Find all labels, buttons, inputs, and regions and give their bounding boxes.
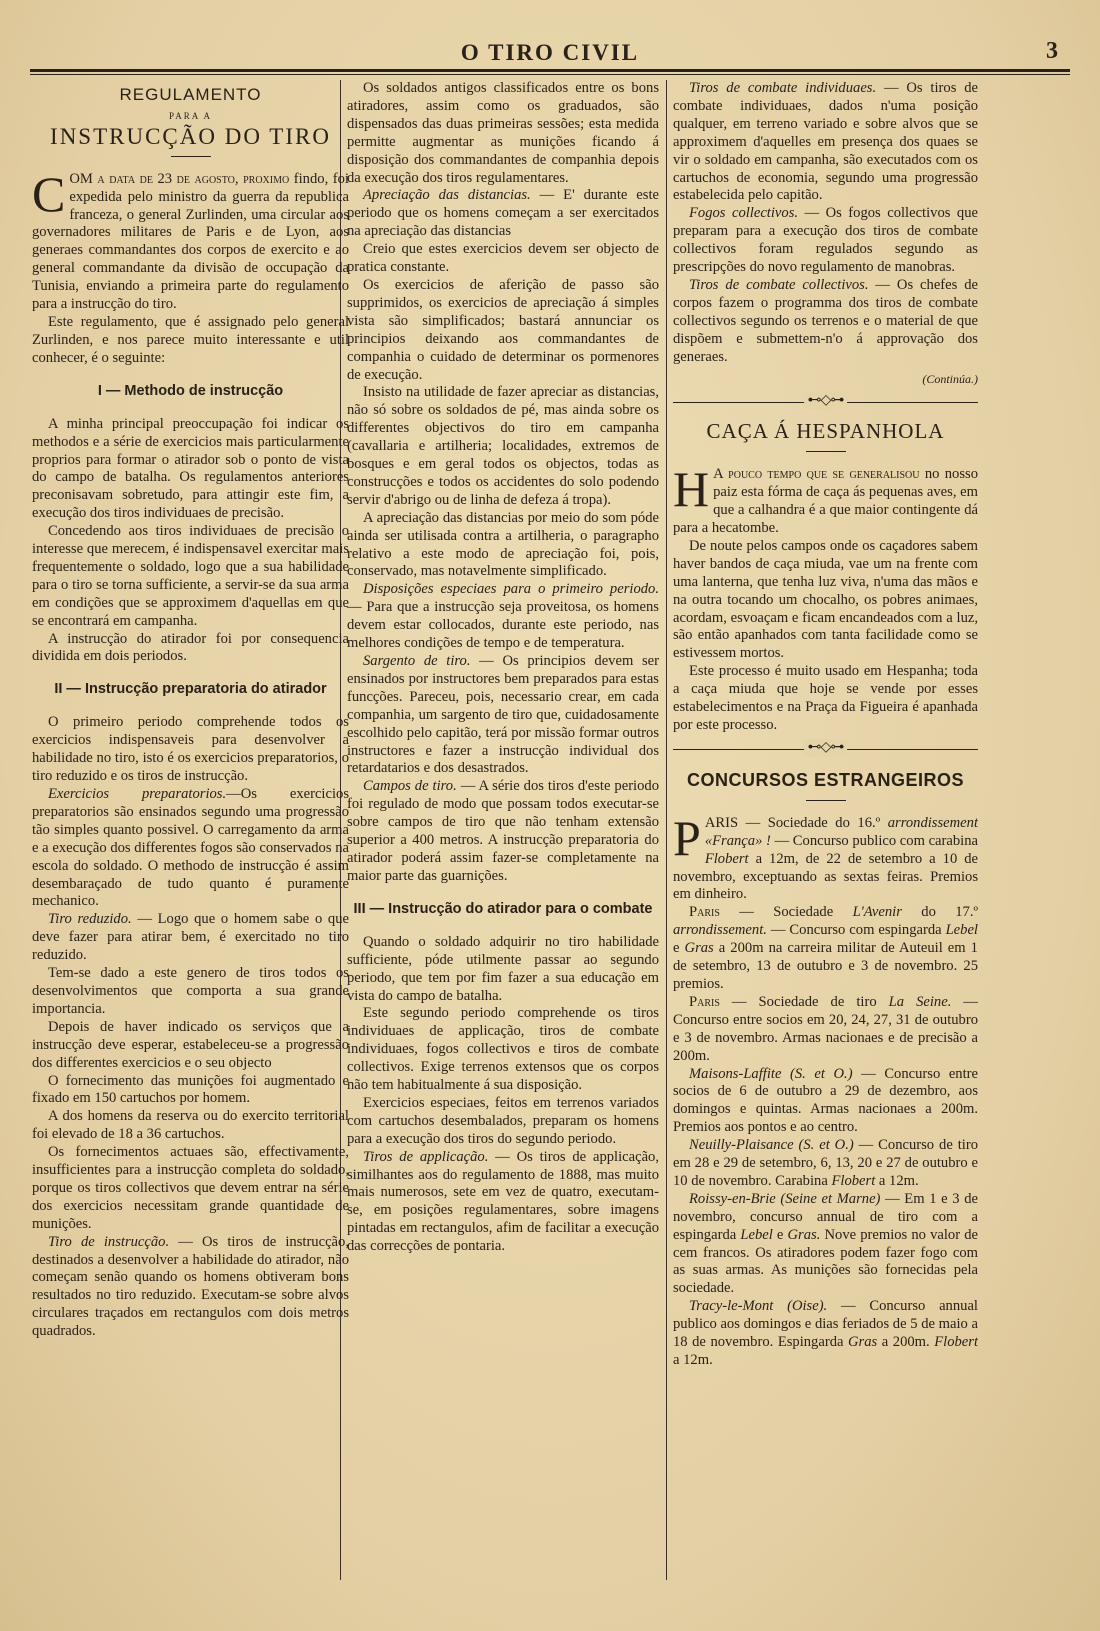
paragraph xyxy=(673,80,978,205)
paragraph-text: — Os tiros de applicação, similhantes aos do regulamento de 1888, mas muito mais numerosos, sete em vez de quatro, executam-se, em posições regulamentares, sobre imagens pintadas em rectangulos, afim de facilitar a execução das correcções de pontaria. xyxy=(347,1148,659,1255)
paragraph: Este processo é muito usado em Hespanha; toda a caça miuda que hoje se vende por esses estabelecimentos e na Praça da Figueira é apanhada por este processo. xyxy=(673,663,978,733)
title-rule xyxy=(806,800,846,801)
paragraph: A minha principal preoccupação foi indicar os methodos e a série de exercicios mais particularmente proprios para formar o atirador sob o ponto de vista do campo de batalha. Os regulamentos anteriores preconisavam sobretudo, para attingir este fim, a execução dos tiros individuaes de precisão. xyxy=(32,415,349,522)
paragraph-text: — Concurso publico com carabina xyxy=(770,832,978,849)
paragraph xyxy=(32,786,349,911)
italic-text: Lebel xyxy=(945,922,978,939)
article-title: CONCURSOS ESTRANGEIROS xyxy=(686,769,965,790)
paragraph xyxy=(673,809,978,905)
article-title-connector: PARA A xyxy=(169,110,212,121)
header-rule xyxy=(30,69,1070,75)
paragraph-text: e xyxy=(673,940,685,957)
paragraph xyxy=(32,911,349,965)
page-number: 3 xyxy=(1046,38,1058,64)
paragraph xyxy=(673,1191,978,1298)
italic-text: Flobert xyxy=(831,1172,876,1189)
column-rule xyxy=(666,80,667,1580)
paragraph-text: — Em 1 e 3 de novembro, concurso annual de tiro com a espingarda xyxy=(673,1190,978,1243)
ornament-glyph: ⊷◇⊶ xyxy=(804,739,848,757)
run-in-head: Campos de tiro. xyxy=(363,778,457,795)
column-1 xyxy=(32,80,349,1580)
paragraph: De noute pelos campos onde os caçadores sabem haver bandos de caça miuda, vae um na frente com uma lanterna, que tenha luz viva, n'uma das mãos e na outra tocando um chocalho, os pobres animaes, acordam, esvoaçam e ficam encandeados com a luz, são então apanhados com tanta facilidade como se estivessem mortos. xyxy=(673,537,978,662)
lead-text: A pouco tempo que se generalisou xyxy=(713,466,920,483)
run-in-head: Fogos collectivos. xyxy=(689,205,799,222)
italic-text: Lebel xyxy=(740,1226,773,1243)
italic-text: Flobert xyxy=(704,850,749,867)
paragraph-text: — Os chefes de corpos fazem o programma dos tiros de combate collectivos segundo os terrenos e o material de que dispõem e submettem-n'o á approvação dos generaes. xyxy=(673,276,978,365)
paragraph: Quando o soldado adquirir no tiro habilidade sufficiente, póde utilmente passar ao segundo periodo, que tem por fim fazer a sua educação em vista do campo de batalha. xyxy=(347,933,659,1004)
italic-text: La Seine. xyxy=(888,993,952,1010)
article-title-block xyxy=(32,85,349,149)
paragraph-text: — Os principios devem ser ensinados por instructores bem preparados para estas funcções. Pareceu, pois, necessario crear, em cada companhia, um sargento de tiro que, cuidadosamente escolhido pelo capitão, terá por missão formar outros instructores e fazer a instrucção individual dos retardatarios e dos desastrados. xyxy=(347,653,659,777)
paragraph: Depois de haver indicado os serviços que a instrucção deve esperar, estabeleceu-se a progressão dos differentes exercicios e o seu objecto xyxy=(32,1018,349,1071)
italic-text: arrondissement «França» ! xyxy=(704,814,978,849)
paragraph-text: — Os tiros de combate individuaes, dados n'uma posição qualquer, em terreno variado e sobre alvos que se approximem d'aquelles em presença dos quaes se vir o soldado em campanha, são executados com os cartuchos de economia, segundo uma progressão estabelecida pelo capitão. xyxy=(673,80,978,204)
drop-cap: P xyxy=(673,809,701,866)
italic-text: Neuilly-Plaisance (S. et O.) xyxy=(689,1137,854,1154)
italic-text: Flobert xyxy=(934,1334,978,1351)
city-name: ARIS xyxy=(704,814,739,831)
paragraph-text: — Logo que o homem sabe o que deve fazer para atirar bem, é exercitado no tiro reduzido. xyxy=(32,911,349,964)
paragraph-text: a 200m na carreira militar de Auteuil em 1 de setembro, 13 de outubro e 3 de novembro. 25 premios. xyxy=(673,940,978,992)
paragraph-text: a 200m. xyxy=(877,1334,935,1351)
column-2 xyxy=(347,80,659,1580)
italic-text: Maisons-Laffite (S. et O.) xyxy=(689,1065,853,1082)
paragraph: O primeiro periodo comprehende todos os exercicios indispensaveis para desenvolver a habilidade no tiro, isto é os exercicios preparatorios, o tiro reduzido e os tiros de instrucção. xyxy=(32,714,349,785)
run-in-head: Tiros de applicação. xyxy=(363,1148,489,1165)
section-heading: II — Instrucção preparatoria do atirador xyxy=(54,681,327,698)
paragraph-text: — Concurso de tiro em 28 e 29 de setembro, 6, 13, 20 e 27 de outubro e 10 de novembro. Carabina xyxy=(673,1137,978,1189)
paragraph xyxy=(347,581,659,653)
section-heading: I — Methodo de instrucção xyxy=(97,382,284,399)
paragraph-text: findo, foi expedida pelo ministro da guerra da republica franceza, o general Zurlinden, uma circular aos governadores militares de Paris e de Lyon, aos generaes commandantes dos corpos de exercito e ao general commandante da divisão de occupação da Tunisia, enviando a primeira parte do regulamento para a instrucção do tiro. xyxy=(32,170,349,313)
paragraph: Este segundo periodo comprehende os tiros individuaes de applicação, tiros de combate individuaes, fogos collectivos e tiros de combate collectivos. Exige terrenos extensos que os corpos não tem habitualmente á sua disposição. xyxy=(347,1005,659,1094)
paragraph-text: — Concurso com espingarda xyxy=(766,922,946,939)
paragraph xyxy=(32,165,349,314)
city-name: Paris xyxy=(689,904,720,921)
continued-note: (Continúa.) xyxy=(922,371,978,386)
paragraph-text: — Os fogos collectivos que preparam para a execução dos tiros de combate collectivos foram regulados segundo as prescripções do novo regulamento de manobras. xyxy=(673,205,978,276)
paragraph: Insisto na utilidade de fazer apreciar as distancias, não só sobre os soldados de pé, mas ainda sobre os differentes objectivos do tiro em campanha (cavallaria e artilheria; localidades, extremos de bosques e em geral todos os objectos, todas as construcções e todos os accidentes do solo podendo servir d'abrigo ou de linha de defeza á tropa). xyxy=(347,384,659,508)
italic-text: Gras. xyxy=(787,1226,821,1243)
paragraph xyxy=(673,1137,978,1191)
title-rule xyxy=(171,156,211,157)
paragraph xyxy=(673,994,978,1066)
paragraph: A apreciação das distancias por meio do som póde ainda ser utilisada contra a artilheria, o paragrapho relativo a este modo de apreciação foi, pois, conservado, mas notavelmente simplificado. xyxy=(347,509,659,580)
paragraph: Exercicios especiaes, feitos em terrenos variados com cartuchos desembalados, preparam os homens para a execução dos tiros do segundo periodo. xyxy=(347,1094,659,1147)
article-title: REGULAMENTO xyxy=(119,85,262,104)
ornament-glyph: ⊷◇⊶ xyxy=(804,392,848,410)
section-heading: III — Instrucção do atirador para o combate xyxy=(353,900,653,917)
article-title-big: INSTRUCÇÃO DO TIRO xyxy=(50,123,331,149)
ornament-divider xyxy=(673,393,978,413)
paragraph-text: — Concurso entre socios de 6 de outubro a 29 de dezembro, aos domingos e quintas. Armas nacionaes a 200m. Premios aos pontos e ao centro. xyxy=(673,1065,978,1136)
italic-text: Gras xyxy=(684,940,714,957)
italic-text: Roissy-en-Brie (Seine et Marne) xyxy=(689,1190,881,1207)
paragraph: Os exercicios de aferição de passo são supprimidos, os exercicios de apreciação á simples vista são simplificados; bastará annunciar os principios deixando aos commandantes de companhia o cuidado de determinar os pormenores de execução. xyxy=(347,276,659,383)
paragraph xyxy=(32,1234,349,1341)
paragraph: A instrucção do atirador foi por consequencia dividida em dois periodos. xyxy=(32,630,349,665)
paragraph xyxy=(673,904,978,994)
run-in-head: Tiro de instrucção. xyxy=(48,1233,170,1250)
paragraph-text: no nosso paiz esta fórma de caça ás pequenas aves, em que a calhandra é a que maior contingente dá para a hecatombe. xyxy=(673,466,978,537)
drop-cap: C xyxy=(32,165,66,222)
paragraph xyxy=(347,653,659,778)
paragraph-text: —Os exercicios preparatorios são ensinados segundo uma progressão tão simples quanto possivel. O carregamento da arma e a execução dos differentes fogos são conservados na escola do soldado. O methodo de instrucção é assim desembaraçado de tudo quanto é puramente mechanico. xyxy=(32,786,349,910)
paragraph: O fornecimento das munições foi augmentado e fixado em 150 cartuchos por homem. xyxy=(32,1072,349,1107)
paragraph: Os fornecimentos actuaes são, effectivamente, insufficientes para a instrucção completa do soldado, porque os tiros collectivos que devem entrar na série dos exercicios necessitam grande quantidade de munições. xyxy=(32,1144,349,1232)
paragraph: Tem-se dado a este genero de tiros todos os desenvolvimentos que comporta a sua grande importancia. xyxy=(32,965,349,1017)
run-in-head: Tiros de combate collectivos. xyxy=(689,276,869,293)
paragraph-text: a 12m, de 22 de setembro a 10 de novembro, exceptuando as sextas feiras. Premios em dinheiro. xyxy=(673,850,978,903)
paragraph: A dos homens da reserva ou do exercito territorial foi elevado de 18 a 36 cartuchos. xyxy=(32,1108,349,1143)
paragraph xyxy=(673,1298,978,1370)
paragraph xyxy=(673,205,978,277)
paragraph-text: — E' durante este periodo que os homens começam a ser exercitados na apreciação das distancias xyxy=(347,187,659,240)
run-in-head: Disposições especiaes para o primeiro periodo. xyxy=(363,581,659,598)
running-head xyxy=(30,36,1070,66)
paragraph-text: do 17.º xyxy=(901,904,978,921)
paragraph: Os soldados antigos classificados entre os bons atiradores, assim como os graduados, são dispensados das duas primeiras sessões; esta medida permitte augmentar as munições ficando á disposição dos commandantes de companhia depois da execução dos tiros regulamentares. xyxy=(347,80,659,186)
run-in-head: Tiros de combate individuaes. xyxy=(689,80,877,96)
paragraph xyxy=(673,461,978,538)
italic-text: arrondissement. xyxy=(673,922,767,939)
italic-text: Tracy-le-Mont (Oise). xyxy=(689,1298,828,1315)
paragraph-text: Nove premios no valor de cem francos. Os atiradores podem fazer fogo com as suas armas. As munições são fornecidas pela sociedade. xyxy=(673,1226,978,1297)
column-3 xyxy=(673,80,978,1580)
city-name: Paris xyxy=(689,993,720,1010)
paragraph xyxy=(673,1066,978,1138)
lead-text: OM a data de 23 de agosto, proximo xyxy=(69,170,290,187)
paragraph: Concedendo aos tiros individuaes de precisão o interesse que merecem, é indispensavel exercitar mais frequentemente o soldado, logo que a sua habilidade para o tiro se torna sufficiente, a servir-se da sua arma em condições que se approximem d'aquellas em que se encontrará em campanha. xyxy=(32,523,349,629)
paragraph-text: — A série dos tiros d'este periodo foi regulado de modo que possam todos executar-se sobre campos de tiro que não tenham extensão superior a 400 metros. A instrucção preparatoria do atirador poderá assim fazer-se completamente na maior parte das guarnições. xyxy=(347,778,659,884)
paragraph-text: — Concurso entre socios em 20, 24, 27, 31 de outubro e 3 de novembro. Armas nacionaes e de precisão a 200m. xyxy=(673,993,978,1064)
italic-text: L'Avenir xyxy=(852,904,902,921)
paragraph-text: — Os tiros de instrucção, destinados a desenvolver a habilidade do atirador, não começam senão quando os homens obtiveram bons resultados no tiro reduzido. Executam-se sobre alvos circulares traçados em rectangulos com dois metros quadrados. xyxy=(32,1233,349,1340)
paragraph-text: — Para que a instrucção seja proveitosa, os homens devem estar collocados, durante este periodo, nas melhores condições de tempo e de temperatura. xyxy=(347,599,659,652)
drop-cap: H xyxy=(673,461,710,518)
paragraph-text: — Sociedade do 16.º xyxy=(738,814,888,831)
journal-title: O TIRO CIVIL xyxy=(460,40,640,65)
paragraph: Creio que estes exercicios devem ser objecto de pratica constante. xyxy=(347,241,659,276)
paragraph-text: — Concurso annual publico aos domingos e dias feriados de 5 de maio a 18 de novembro. Espingarda xyxy=(673,1298,978,1351)
title-rule xyxy=(806,451,846,452)
paragraph: Este regulamento, que é assignado pelo general Zurlinden, e nos parece muito interessante e util conhecer, é o seguinte: xyxy=(32,313,349,366)
article-title: CAÇA Á HESPANHOLA xyxy=(706,419,945,444)
run-in-head: Apreciação das distancias. xyxy=(363,187,531,204)
paragraph-text: — Sociedade xyxy=(719,904,853,921)
run-in-head: Tiro reduzido. xyxy=(48,911,132,928)
paragraph xyxy=(347,1149,659,1256)
paragraph-text: — Sociedade de tiro xyxy=(719,993,889,1010)
paragraph-text: a 12m. xyxy=(875,1172,919,1189)
paragraph-text: e xyxy=(772,1226,788,1243)
paragraph xyxy=(347,778,659,885)
run-in-head: Sargento de tiro. xyxy=(363,653,471,669)
paragraph xyxy=(673,277,978,367)
paragraph-text: a 12m. xyxy=(673,1352,713,1368)
ornament-divider xyxy=(673,739,978,760)
paragraph xyxy=(347,187,659,241)
run-in-head: Exercicios preparatorios. xyxy=(48,786,227,802)
italic-text: Gras xyxy=(848,1334,878,1351)
